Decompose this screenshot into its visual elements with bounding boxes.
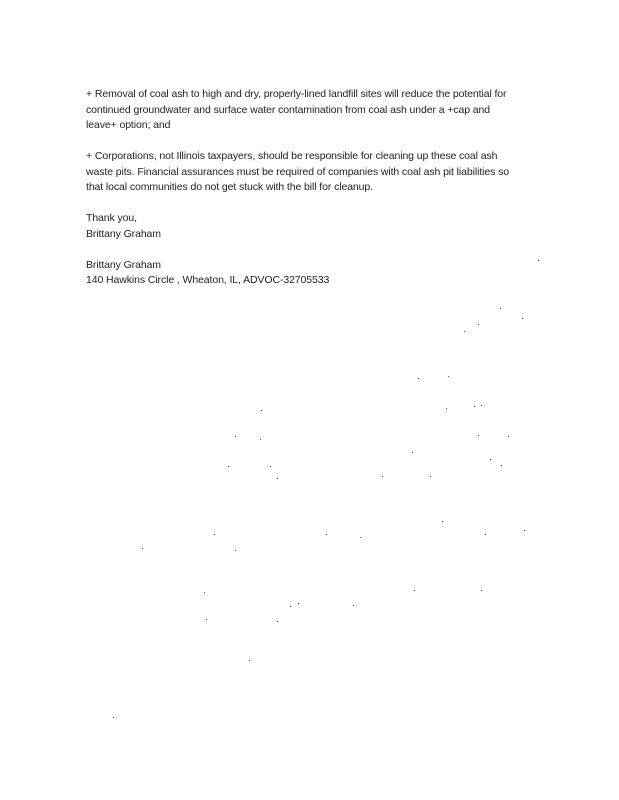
- scan-speck: [522, 318, 523, 319]
- scan-speck: [204, 592, 205, 593]
- scan-speck: [214, 534, 215, 535]
- scan-speck: [446, 408, 447, 409]
- text-line: + Corporations, not Illinois taxpayers, should be responsible for cleaning up these coal ash: [86, 150, 498, 162]
- scan-speck: [235, 550, 236, 551]
- closing: [86, 211, 546, 242]
- scan-speck: [142, 548, 143, 549]
- scan-speck: [326, 534, 327, 535]
- scan-speck: [481, 405, 482, 406]
- text-line: that local communities do not get stuck with the bill for cleanup.: [86, 181, 373, 193]
- scan-speck: [235, 436, 236, 437]
- scan-speck: [464, 331, 465, 332]
- scan-speck: [113, 717, 114, 718]
- scan-speck: [270, 466, 271, 467]
- scan-speck: [260, 439, 261, 440]
- signature-address: 140 Hawkins Circle , Wheaton, IL, ADVOC-32705533: [86, 274, 330, 286]
- closing-name: Brittany Graham: [86, 227, 161, 240]
- text-line: leave+ option; and: [86, 119, 171, 131]
- scan-speck: [418, 378, 419, 379]
- scan-speck: [538, 260, 539, 261]
- scan-speck: [412, 452, 413, 453]
- scan-speck: [481, 590, 482, 591]
- signature-block: [86, 258, 546, 289]
- letter-body: [86, 87, 546, 289]
- text-line: waste pits. Financial assurances must be required of companies with coal ash pit liabilities so: [86, 165, 509, 178]
- closing-salutation: Thank you,: [86, 212, 137, 224]
- signature-name: Brittany Graham: [86, 258, 161, 271]
- paragraph-coal-ash-removal: [86, 87, 546, 134]
- scan-speck: [478, 435, 479, 436]
- scan-speck: [353, 605, 354, 606]
- scan-speck: [277, 478, 278, 479]
- scan-speck: [508, 436, 509, 437]
- scan-speck: [290, 606, 291, 607]
- scan-speck: [228, 466, 229, 467]
- scan-speck: [249, 660, 250, 661]
- scan-speck: [500, 308, 501, 309]
- scan-speck: [277, 621, 278, 622]
- scan-speck: [448, 376, 449, 377]
- scan-speck: [478, 324, 479, 325]
- scan-speck: [261, 410, 262, 411]
- text-line: + Removal of coal ash to high and dry, properly-lined landfill sites will reduce the potential for: [86, 88, 507, 100]
- scan-speck: [524, 530, 525, 531]
- scan-speck: [206, 619, 207, 620]
- paragraph-corporate-responsibility: [86, 149, 546, 196]
- scan-speck: [490, 459, 491, 460]
- scan-speck: [474, 406, 475, 407]
- scan-speck: [298, 603, 299, 604]
- text-line: continued groundwater and surface water contamination from coal ash under a +cap and: [86, 103, 490, 116]
- scan-speck: [501, 465, 502, 466]
- scan-speck: [382, 476, 383, 477]
- scan-speck: [414, 590, 415, 591]
- scan-speck: [485, 534, 486, 535]
- scan-speck: [360, 537, 361, 538]
- scan-speck: [430, 476, 431, 477]
- scan-speck: [442, 521, 443, 522]
